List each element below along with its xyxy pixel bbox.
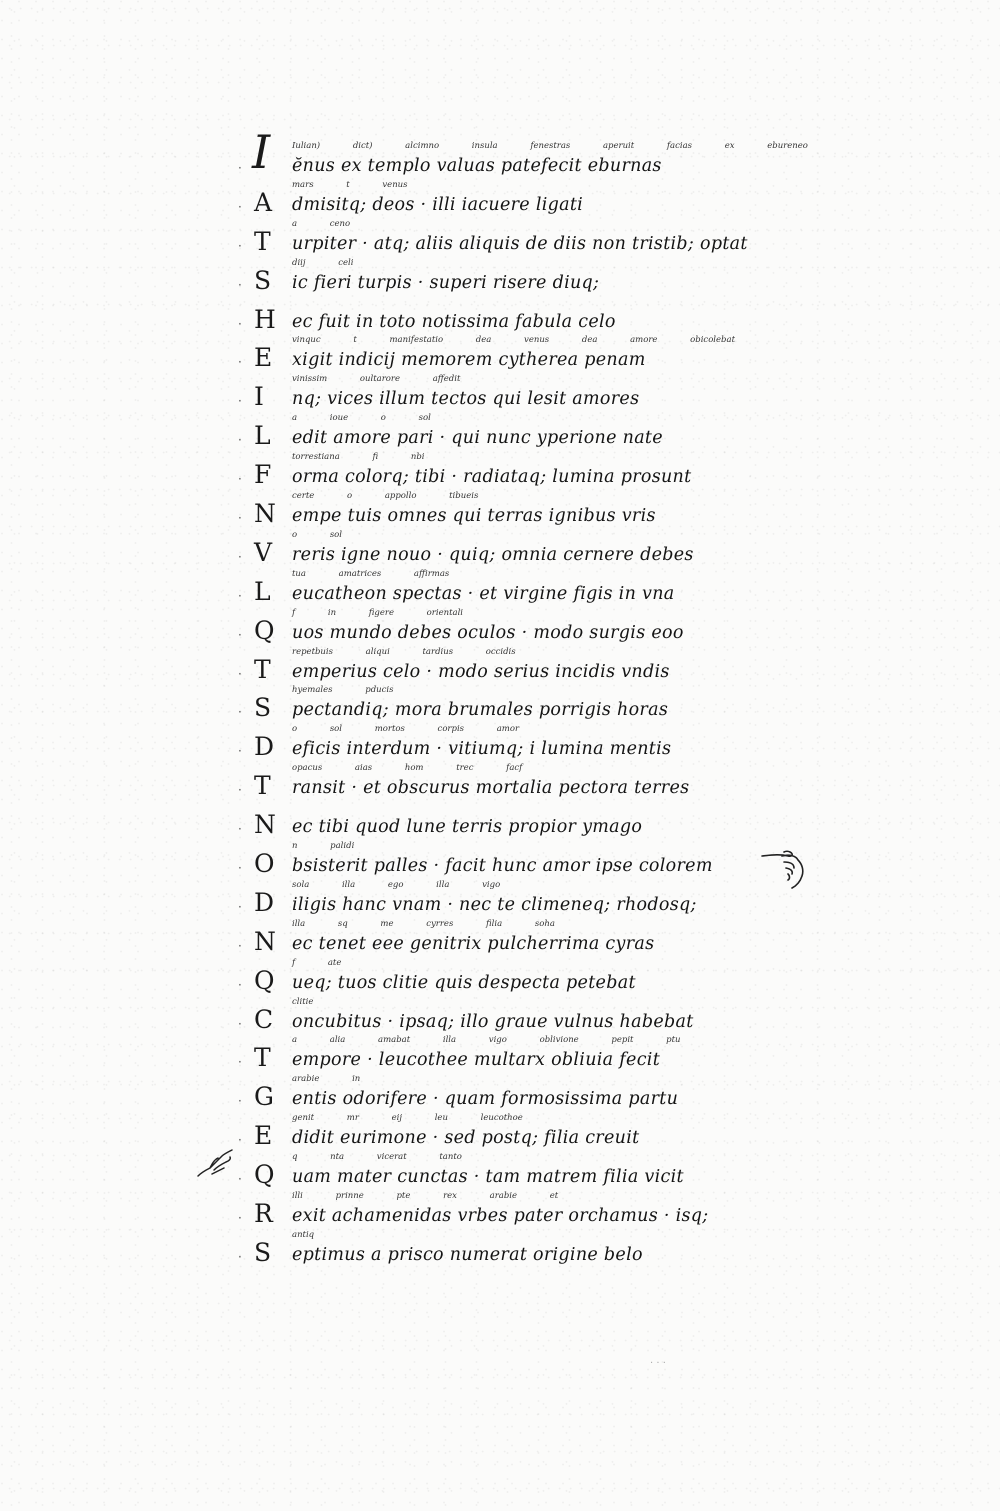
verse-text: exit achamenidas vrbes pater orchamus · isq; — [292, 1206, 709, 1227]
line-marker: · — [238, 277, 241, 292]
verse-initial: T — [254, 1043, 271, 1073]
line-marker: · — [238, 822, 241, 837]
interlinear-gloss: n palidi — [292, 841, 355, 852]
line-marker: · — [238, 899, 241, 914]
interlinear-gloss: repetbuis aliqui tardius occidis — [292, 646, 516, 657]
verse-line — [238, 1229, 798, 1275]
interlinear-gloss: clitie — [292, 996, 314, 1007]
verse-initial: F — [254, 460, 272, 490]
verse-initial: Q — [254, 1160, 275, 1190]
faint-mark: · · · — [650, 1358, 666, 1369]
verse-text: urpiter · atq; aliis aliquis de diis non tristib; optat — [292, 233, 748, 254]
verse-initial: L — [254, 576, 271, 606]
interlinear-gloss: a alia amabat illa vigo oblivione pepit ptu — [292, 1035, 681, 1046]
line-marker: · — [238, 705, 241, 720]
interlinear-gloss: certe o appollo tibueis — [292, 491, 479, 502]
verse-initial: T — [254, 771, 271, 801]
verse-text: pectandiq; mora brumales porrigis horas — [292, 700, 669, 721]
verse-line — [238, 1191, 798, 1236]
interlinear-gloss: antiq — [292, 1229, 315, 1240]
verse-text: emperius celo · modo serius incidis vndis — [292, 661, 670, 682]
manuscript-text-block — [238, 125, 808, 1275]
line-marker: · — [238, 666, 241, 681]
verse-text: ĕnus ex templo valuas patefecit eburnas — [292, 156, 662, 176]
line-marker: · — [238, 238, 241, 253]
line-marker: · — [238, 1055, 241, 1070]
pointing-hand-left-icon — [196, 1142, 236, 1182]
line-marker: · — [238, 588, 241, 603]
line-marker: · — [238, 511, 241, 526]
verse-initial: S — [254, 265, 272, 295]
line-marker: · — [238, 627, 241, 642]
line-marker: · — [238, 472, 241, 487]
verse-initial: R — [254, 1199, 273, 1229]
line-marker: · — [238, 861, 241, 876]
verse-text: eptimus a prisco numerat origine belo — [292, 1244, 643, 1265]
line-marker: · — [238, 355, 241, 370]
verse-text: ransit · et obscurus mortalia pectora terres — [292, 778, 690, 799]
interlinear-gloss: Iulian) dict) alcimno insula fenestras aperuit facias ex ebureneo — [292, 141, 808, 151]
interlinear-gloss: hyemales pducis — [292, 685, 394, 696]
verse-initial: C — [254, 1004, 274, 1034]
interlinear-gloss: sola illa ego illa vigo — [292, 879, 501, 890]
interlinear-gloss: o sol mortos corpis amor — [292, 724, 520, 735]
verse-text: bsisterit palles · facit hunc amor ipse colorem — [292, 856, 713, 877]
line-marker: · — [238, 394, 241, 409]
pointing-hand-right-icon — [760, 840, 810, 890]
verse-initial: L — [254, 421, 271, 451]
verse-text: ec tenet eee genitrix pulcherrima cyras — [292, 933, 655, 954]
line-marker: · — [238, 938, 241, 953]
verse-initial: N — [254, 926, 276, 956]
verse-line — [238, 957, 798, 1003]
line-marker: · — [238, 744, 241, 759]
verse-initial: E — [254, 1121, 273, 1151]
verse-initial: A — [254, 187, 273, 217]
verse-initial: I — [252, 125, 271, 179]
verse-text: didit eurimone · sed postq; filia creuit — [292, 1128, 640, 1149]
line-marker: · — [238, 161, 241, 175]
line-marker: · — [238, 1172, 241, 1187]
verse-text: orma colorq; tibi · radiataq; lumina prosunt — [292, 467, 692, 488]
verse-text: ic fieri turpis · superi risere diuq; — [292, 272, 600, 293]
verse-line — [238, 763, 798, 808]
verse-initial: S — [254, 1237, 272, 1267]
line-marker: · — [238, 1249, 241, 1264]
verse-text: eucatheon spectas · et virgine figis in vna — [292, 583, 675, 604]
verse-text: entis odorifere · quam formosissima partu — [292, 1089, 679, 1110]
interlinear-gloss: q nta vicerat tanto — [292, 1152, 462, 1163]
verse-text: ueq; tuos clitie quis despecta petebat — [292, 972, 636, 993]
interlinear-gloss: tua amatrices affirmas — [292, 568, 450, 579]
interlinear-gloss: f in figere orientali — [292, 607, 464, 618]
interlinear-gloss: illa sq me cyrres filia soha — [292, 918, 555, 929]
verse-text: uos mundo debes oculos · modo surgis eoo — [292, 622, 684, 643]
verse-initial: Q — [254, 615, 275, 645]
verse-text: empore · leucothee multarx obliuia fecit — [292, 1050, 661, 1071]
verse-text: xigit indicij memorem cytherea penam — [292, 350, 646, 371]
verse-text: ec fuit in toto notissima fabula celo — [292, 311, 616, 332]
interlinear-gloss: a ioue o sol — [292, 413, 431, 424]
verse-text: ec tibi quod lune terris propior ymago — [292, 817, 643, 838]
verse-text: reris igne nouo · quiq; omnia cernere debes — [292, 544, 694, 565]
verse-initial: N — [254, 499, 276, 529]
interlinear-gloss: mars t venus — [292, 179, 408, 190]
verse-initial: T — [254, 226, 271, 256]
interlinear-gloss: o sol — [292, 529, 343, 540]
interlinear-gloss: vinissim oultarore affedit — [292, 374, 461, 385]
interlinear-gloss: opacus aias hom trec facf — [292, 763, 523, 774]
verse-initial: G — [254, 1082, 274, 1112]
verse-initial: H — [254, 304, 276, 334]
verse-initial: O — [254, 849, 275, 879]
verse-initial: T — [254, 654, 271, 684]
line-marker: · — [238, 549, 241, 564]
verse-text: uam mater cunctas · tam matrem filia vicit — [292, 1167, 684, 1188]
line-marker: · — [238, 199, 241, 214]
line-marker: · — [238, 1133, 241, 1148]
interlinear-gloss: f ate — [292, 957, 342, 968]
line-marker: · — [238, 316, 241, 331]
line-marker: · — [238, 433, 241, 448]
verse-initial: I — [254, 382, 264, 412]
line-marker: · — [238, 1211, 241, 1226]
interlinear-gloss: torrestiana fi nbi — [292, 452, 425, 463]
line-marker: · — [238, 977, 241, 992]
verse-text: empe tuis omnes qui terras ignibus vris — [292, 506, 656, 527]
verse-initial: S — [254, 693, 272, 723]
interlinear-gloss: diij celi — [292, 257, 354, 268]
verse-text: oncubitus · ipsaq; illo graue vulnus habebat — [292, 1011, 694, 1032]
interlinear-gloss: illi prinne pte rex arabie et — [292, 1191, 559, 1202]
verse-line — [238, 257, 798, 303]
verse-text: edit amore pari · qui nunc yperione nate — [292, 428, 663, 449]
verse-initial: N — [254, 810, 276, 840]
verse-initial: D — [254, 887, 275, 917]
interlinear-gloss: genit mr eij leu leucothoe — [292, 1113, 523, 1124]
verse-initial: E — [254, 343, 273, 373]
verse-initial: Q — [254, 965, 275, 995]
line-marker: · — [238, 783, 241, 798]
verse-initial: D — [254, 732, 275, 762]
line-marker: · — [238, 1094, 241, 1109]
interlinear-gloss: a ceno — [292, 218, 351, 229]
verse-text: iligis hanc vnam · nec te climeneq; rhodosq; — [292, 894, 697, 915]
verse-text: dmisitq; deos · illi iacuere ligati — [292, 194, 584, 215]
interlinear-gloss: vinquc t manifestatio dea venus dea amore obicolebat — [292, 335, 735, 346]
verse-initial: V — [254, 537, 273, 567]
interlinear-gloss: arabie in — [292, 1074, 361, 1085]
verse-text: nq; vices illum tectos qui lesit amores — [292, 389, 640, 410]
verse-text: eficis interdum · vitiumq; i lumina mentis — [292, 739, 672, 760]
line-marker: · — [238, 1016, 241, 1031]
